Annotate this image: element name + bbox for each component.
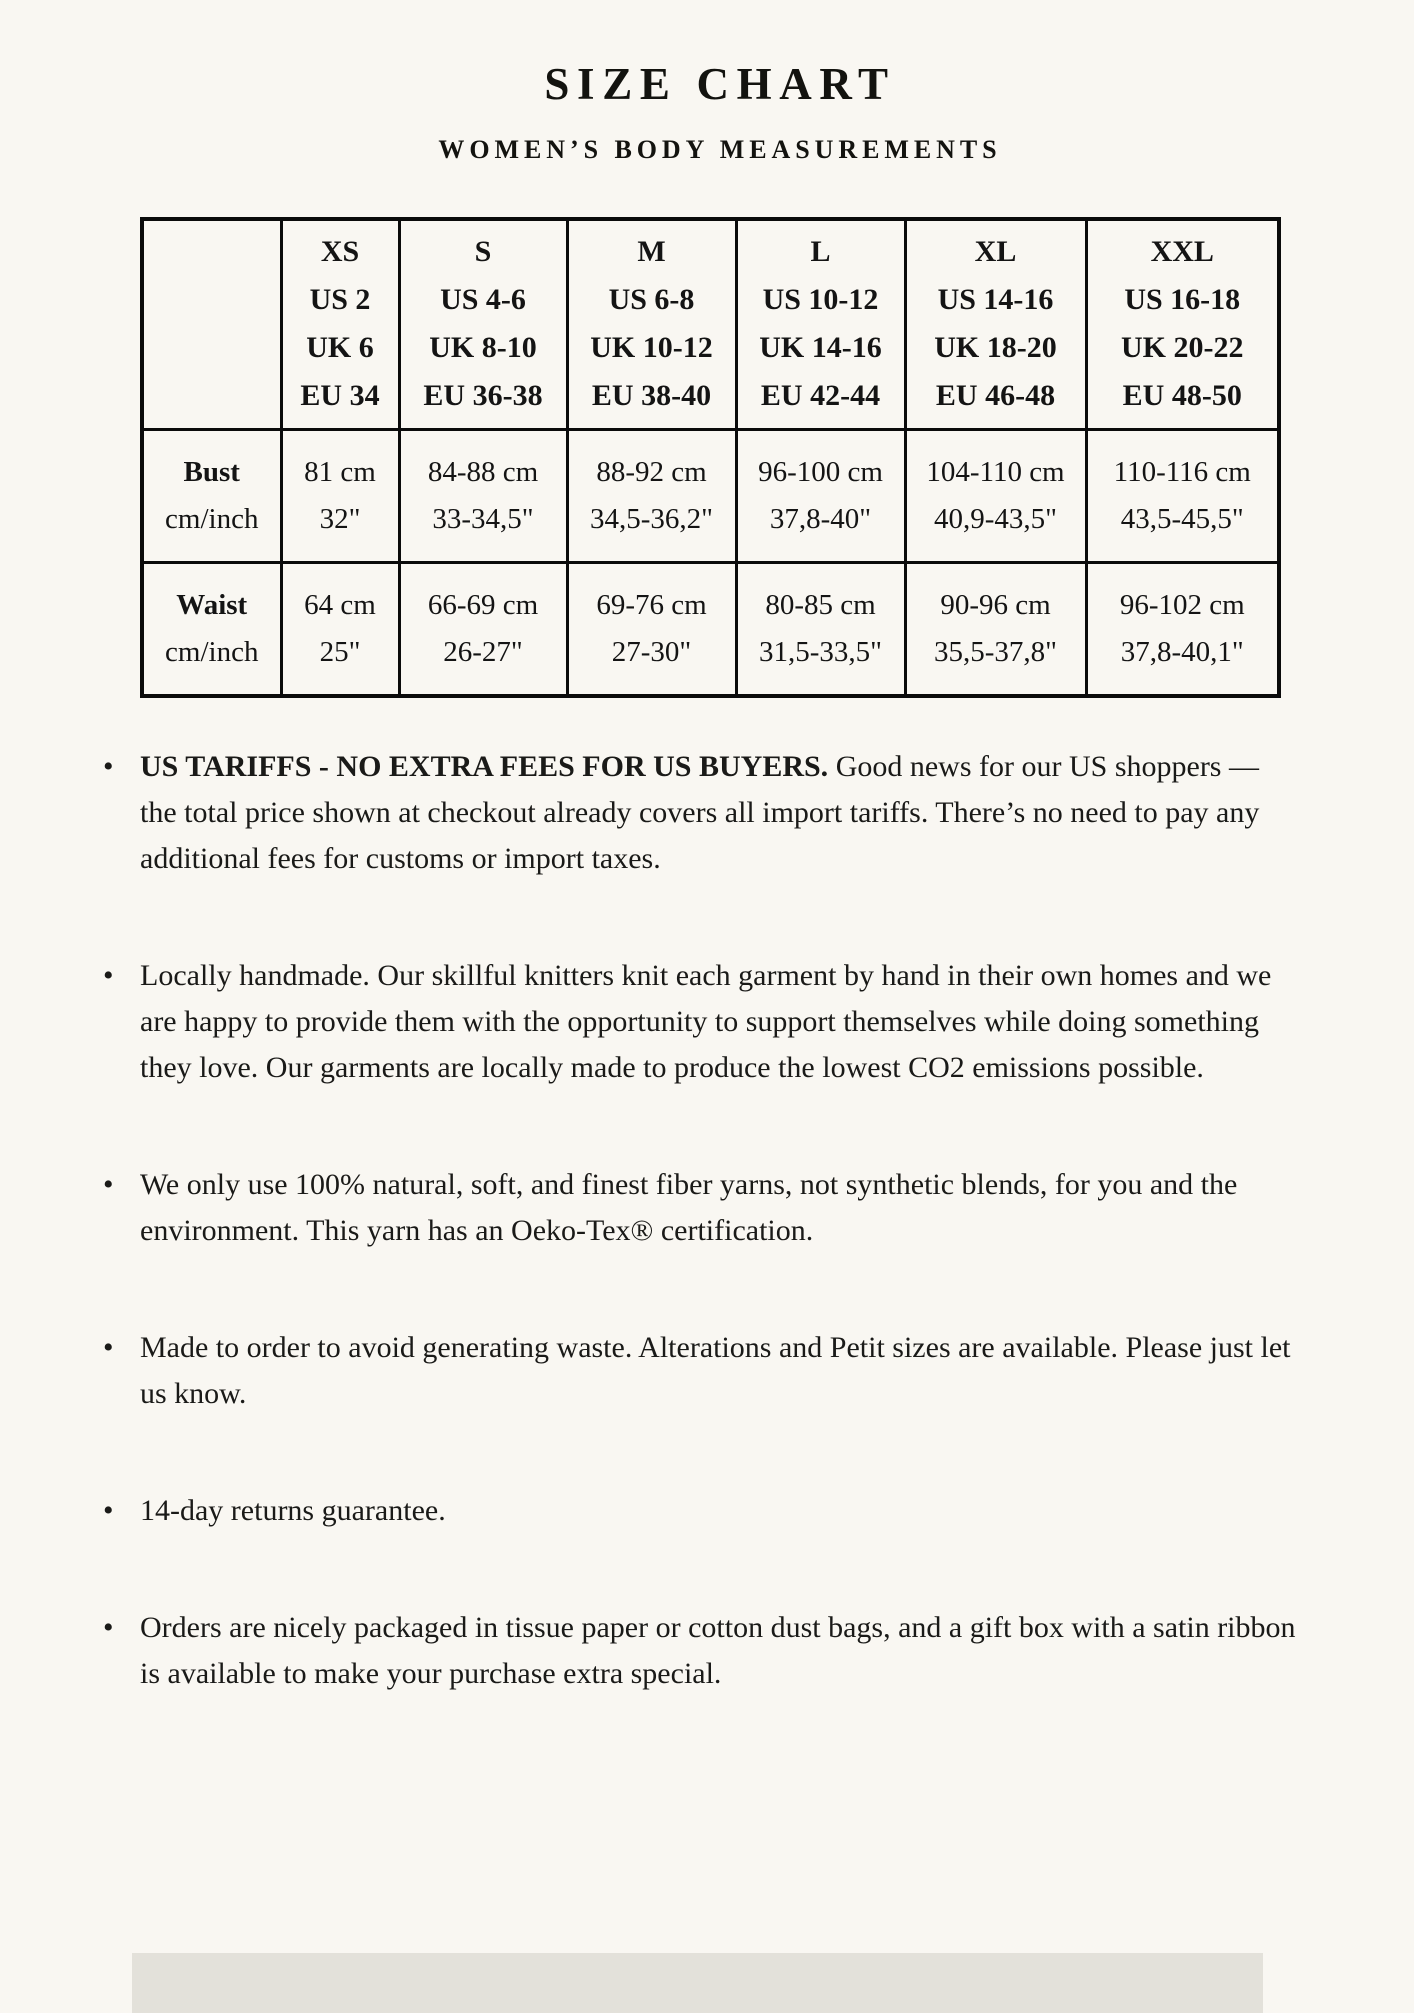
- size-label: XXL: [1150, 235, 1214, 268]
- size-col-header-s: [399, 219, 567, 430]
- size-col-header-m: [567, 219, 736, 430]
- list-item-bold-text: US TARIFFS - NO EXTRA FEES FOR US BUYERS.: [140, 749, 829, 783]
- list-item-us-tariffs: [140, 744, 1300, 882]
- size-col-header-xxl: [1086, 219, 1279, 430]
- row-unit-text: cm/inch: [165, 635, 259, 668]
- list-item-text: Orders are nicely packaged in tissue paper or cotton dust bags, and a gift box with a satin ribbon is available to make your purchase extra special.: [140, 1610, 1296, 1690]
- eu-size: EU 48-50: [1122, 379, 1242, 412]
- list-item-text: Locally handmade. Our skillful knitters knit each garment by hand in their own homes and we are happy to provide them with the opportunity to support themselves while doing something they love. Our garments are locally made to produce the lowest CO2 emissions possible.: [140, 958, 1272, 1084]
- inch-value: 32": [319, 502, 361, 535]
- bust-cell-xxl: [1086, 429, 1279, 562]
- waist-row: [142, 562, 1279, 696]
- inch-value: 34,5-36,2": [590, 502, 713, 535]
- cm-value: 90-96 cm: [940, 588, 1051, 621]
- bust-cell-m: [567, 429, 736, 562]
- cm-value: 81 cm: [304, 455, 376, 488]
- cm-value: 96-100 cm: [758, 455, 883, 488]
- inch-value: 40,9-43,5": [934, 502, 1057, 535]
- inch-value: 25": [319, 635, 361, 668]
- waist-cell-xxl: [1086, 562, 1279, 696]
- uk-size: UK 20-22: [1121, 331, 1244, 364]
- waist-cell-m: [567, 562, 736, 696]
- cm-value: 96-102 cm: [1119, 588, 1245, 621]
- size-label: S: [474, 235, 492, 268]
- eu-size: EU 46-48: [935, 379, 1056, 412]
- cm-value: 104-110 cm: [926, 455, 1065, 488]
- list-item-returns-guarantee: [140, 1488, 1300, 1534]
- size-label: L: [810, 235, 831, 268]
- list-item-natural-yarns: [140, 1162, 1300, 1254]
- uk-size: UK 8-10: [429, 331, 537, 364]
- eu-size: EU 42-44: [760, 379, 881, 412]
- bust-cell-s: [399, 429, 567, 562]
- size-label: XS: [320, 235, 360, 268]
- list-item-text: Made to order to avoid generating waste. Alterations and Petit sizes are available. Please just let us know.: [140, 1330, 1291, 1410]
- bust-cell-l: [736, 429, 905, 562]
- waist-cell-xl: [905, 562, 1086, 696]
- inch-value: 31,5-33,5": [759, 635, 882, 668]
- page-title: SIZE CHART: [544, 59, 896, 109]
- us-size: US 10-12: [762, 283, 879, 316]
- uk-size: UK 6: [306, 331, 374, 364]
- waist-cell-s: [399, 562, 567, 696]
- row-header-bust: [142, 429, 281, 562]
- size-col-header-l: [736, 219, 905, 430]
- cm-value: 64 cm: [304, 588, 376, 621]
- size-label: XL: [974, 235, 1017, 268]
- eu-size: EU 34: [300, 379, 380, 412]
- list-item-text: We only use 100% natural, soft, and finest fiber yarns, not synthetic blends, for you and the environment. This yarn has an Oeko-Tex® certification.: [140, 1167, 1238, 1247]
- size-col-header-xl: [905, 219, 1086, 430]
- row-unit-text: cm/inch: [165, 502, 259, 535]
- inch-value: 43,5-45,5": [1120, 502, 1244, 535]
- list-item-text: 14-day returns guarantee.: [140, 1493, 446, 1527]
- cm-value: 88-92 cm: [596, 455, 707, 488]
- us-size: US 4-6: [440, 283, 526, 316]
- uk-size: UK 18-20: [934, 331, 1057, 364]
- inch-value: 37,8-40,1": [1120, 635, 1244, 668]
- uk-size: UK 10-12: [590, 331, 713, 364]
- inch-value: 27-30": [611, 635, 692, 668]
- inch-value: 26-27": [443, 635, 523, 668]
- size-col-header-xs: [281, 219, 399, 430]
- bust-row: [142, 429, 1279, 562]
- cm-value: 66-69 cm: [427, 588, 539, 621]
- waist-cell-xs: [281, 562, 399, 696]
- table-header-row: [142, 219, 1279, 430]
- bust-cell-xs: [281, 429, 399, 562]
- eu-size: EU 36-38: [423, 379, 543, 412]
- inch-value: 35,5-37,8": [934, 635, 1057, 668]
- row-header-waist: [142, 562, 281, 696]
- cm-value: 84-88 cm: [427, 455, 539, 488]
- us-size: US 2: [309, 283, 371, 316]
- cm-value: 110-116 cm: [1113, 455, 1251, 488]
- waist-cell-l: [736, 562, 905, 696]
- heading-block: [140, 60, 1300, 165]
- us-size: US 14-16: [937, 283, 1054, 316]
- bust-cell-xl: [905, 429, 1086, 562]
- inch-value: 33-34,5": [432, 502, 534, 535]
- row-label-text: Bust: [183, 455, 240, 488]
- list-item-text: Good news for our US shoppers — the total price shown at checkout already covers all import tariffs. There’s no need to pay any additional fees for customs or import taxes.: [140, 749, 1260, 875]
- row-label-text: Waist: [176, 588, 248, 621]
- cm-value: 80-85 cm: [765, 588, 876, 621]
- size-label: M: [637, 235, 666, 268]
- uk-size: UK 14-16: [759, 331, 882, 364]
- inch-value: 37,8-40": [769, 502, 872, 535]
- us-size: US 16-18: [1124, 283, 1241, 316]
- list-item-made-to-order: [140, 1325, 1300, 1417]
- page-subtitle: WOMEN’S BODY MEASUREMENTS: [438, 134, 1002, 164]
- us-size: US 6-8: [608, 283, 695, 316]
- product-info-list: [140, 744, 1300, 1697]
- cm-value: 69-76 cm: [596, 588, 707, 621]
- list-item-locally-handmade: [140, 953, 1300, 1091]
- eu-size: EU 38-40: [591, 379, 712, 412]
- footer-color-block: [132, 1953, 1263, 2013]
- list-item-packaging: [140, 1605, 1300, 1697]
- size-chart-table: [140, 217, 1281, 698]
- corner-cell: [142, 219, 281, 430]
